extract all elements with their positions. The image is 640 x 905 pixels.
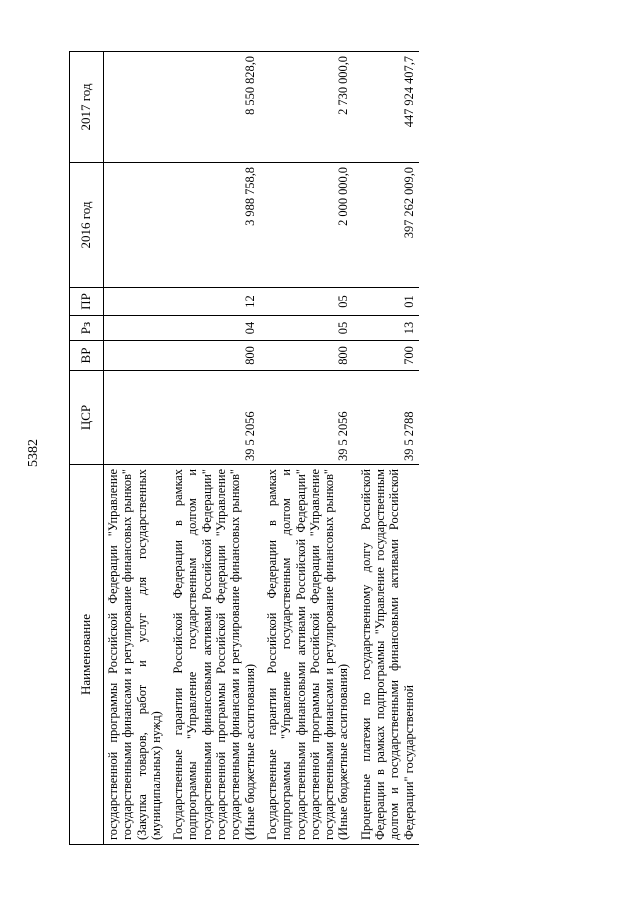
row-csr: 39 5 2056 — [166, 371, 260, 465]
row-csr: 39 5 2788 — [354, 371, 419, 465]
table-row — [354, 52, 419, 845]
header-2017: 2017 год — [70, 52, 104, 163]
row-2016: 3 988 758,8 — [166, 163, 260, 288]
header-name: Наименование — [70, 465, 104, 845]
table-row — [260, 52, 354, 845]
row-name: Государственные гарантии Российской Федерации в рамках подпрограммы "Управление государственным долгом и государственными финансовыми активами Российской Федерации" государственной программы Российской Федерации "Управление государственными финансами и регулирование финансовых рынков" (Иные бюджетные ассигнования) — [260, 465, 354, 845]
row-2017: 8 550 828,0 — [166, 52, 260, 163]
row-2016: 2 000 000,0 — [260, 163, 354, 288]
row-rz: 05 — [260, 316, 354, 341]
row-pr: 12 — [166, 288, 260, 316]
row-vr: 800 — [260, 341, 354, 371]
row-rz: 04 — [166, 316, 260, 341]
header-2016: 2016 год — [70, 163, 104, 288]
table-header — [70, 52, 104, 845]
row-pr — [104, 288, 167, 316]
page-number: 5382 — [26, 439, 41, 467]
header-row — [70, 52, 104, 845]
row-name: Процентные платежи по государственному долгу Российской Федерации в рамках подпрограммы "Управление государственным долгом и государственными финансовыми активами Российской Федерации" государственной — [354, 465, 419, 845]
table-body — [104, 52, 419, 845]
row-csr — [104, 371, 167, 465]
table-row — [166, 52, 260, 845]
row-name: Государственные гарантии Российской Федерации в рамках подпрограммы "Управление государственным долгом и государственными финансовыми активами Российской Федерации" государственной программы Российской Федерации "Управление государственными финансами и регулирование финансовых рынков" (Иные бюджетные ассигнования) — [166, 465, 260, 845]
row-vr: 800 — [166, 341, 260, 371]
row-2016: 397 262 009,0 — [354, 163, 419, 288]
row-vr: 700 — [354, 341, 419, 371]
row-vr — [104, 341, 167, 371]
table-row — [104, 52, 167, 845]
header-pr: ПР — [70, 288, 104, 316]
row-2017: 447 924 407,7 — [354, 52, 419, 163]
row-rz: 13 — [354, 316, 419, 341]
budget-table — [69, 51, 419, 845]
row-2016 — [104, 163, 167, 288]
row-pr: 01 — [354, 288, 419, 316]
row-rz — [104, 316, 167, 341]
row-name: государственной программы Российской Федерации "Управление государственными финансами и регулирование финансовых рынков" (Закупка товаров, работ и услуг для государственных (муниципальных) нужд) — [104, 465, 167, 845]
row-2017 — [104, 52, 167, 163]
row-pr: 05 — [260, 288, 354, 316]
header-rz: Рз — [70, 316, 104, 341]
header-vr: ВР — [70, 341, 104, 371]
row-2017: 2 730 000,0 — [260, 52, 354, 163]
header-csr: ЦСР — [70, 371, 104, 465]
row-csr: 39 5 2056 — [260, 371, 354, 465]
budget-table-rotated — [69, 52, 580, 845]
